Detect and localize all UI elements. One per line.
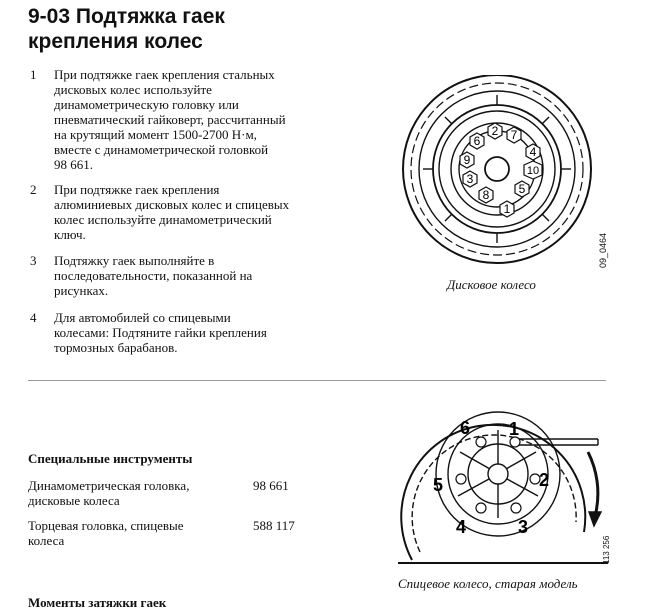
nut-5	[515, 181, 529, 197]
step-number: 1	[30, 67, 37, 82]
step-text: При подтяжке гаек крепления стальных дисковых колес используйте динамометрическую головку или пневматический гайковерт, рассчитанный на крутящий момент 1500-2700 Н·м, вместе с динамометрической головкой 98 661.	[54, 67, 286, 172]
disc-wheel-figure	[390, 75, 615, 275]
figure-caption: Дисковое колесо	[447, 277, 536, 292]
nut-label: 8	[482, 188, 490, 202]
step-text: Для автомобилей со спицевыми колесами: Подтяните гайки крепления тормозных барабанов.	[54, 310, 267, 355]
step-3	[30, 253, 252, 298]
nut-label: 2	[491, 124, 499, 138]
nut-label: 10	[526, 165, 540, 177]
nut-label: 1	[503, 202, 511, 216]
nut-8	[479, 187, 493, 203]
section-divider	[28, 380, 606, 381]
step-text: При подтяжке гаек крепления алюминиевых дисковых колес и спицевых колес используйте динамометрический ключ.	[54, 182, 290, 242]
nut-label: 6	[473, 134, 481, 148]
tool-number: 588 117	[253, 518, 295, 533]
nut-label: 7	[510, 128, 518, 142]
nut-7	[507, 127, 521, 143]
figure-code: 113 256	[602, 535, 611, 564]
step-number: 3	[30, 253, 37, 268]
nut-label-3: 3	[518, 517, 529, 537]
nut-label-5: 5	[433, 475, 444, 495]
figure-code: 09_0464	[598, 232, 608, 268]
nut-label-6: 6	[460, 418, 471, 438]
step-number: 2	[30, 182, 37, 197]
nut-6	[470, 133, 484, 149]
nut-4	[526, 144, 540, 160]
figure-caption: Спицевое колесо, старая модель	[398, 576, 578, 591]
nut-label: 5	[518, 182, 526, 196]
nut-1	[500, 201, 514, 217]
nut-label-1: 1	[509, 419, 520, 439]
step-2	[30, 182, 289, 242]
nut-3	[463, 171, 477, 187]
step-number: 4	[30, 310, 37, 325]
page-title: 9-03 Подтяжка гаек крепления колес	[28, 5, 225, 53]
step-text: Подтяжку гаек выполняйте в последовательности, показанной на рисунках.	[54, 253, 253, 298]
nut-label-4: 4	[456, 517, 467, 537]
nut-label-2: 2	[539, 470, 550, 490]
step-4	[30, 310, 267, 355]
nut-10	[524, 161, 542, 179]
nut-label: 3	[466, 172, 474, 186]
torque-heading: Моменты затяжки гаек	[28, 595, 167, 610]
spoke-wheel-figure	[398, 382, 608, 572]
nut-label: 9	[463, 153, 471, 167]
nut-label: 4	[529, 145, 537, 159]
step-1	[30, 67, 286, 172]
tool-name: Торцевая головка, спицевые колеса	[28, 518, 184, 548]
nut-2	[488, 123, 502, 139]
nut-9	[460, 152, 474, 168]
tool-number: 98 661	[253, 478, 289, 493]
special-tools-heading: Специальные инструменты	[28, 451, 193, 466]
tool-name: Динамометрическая головка, дисковые колеса	[28, 478, 190, 508]
